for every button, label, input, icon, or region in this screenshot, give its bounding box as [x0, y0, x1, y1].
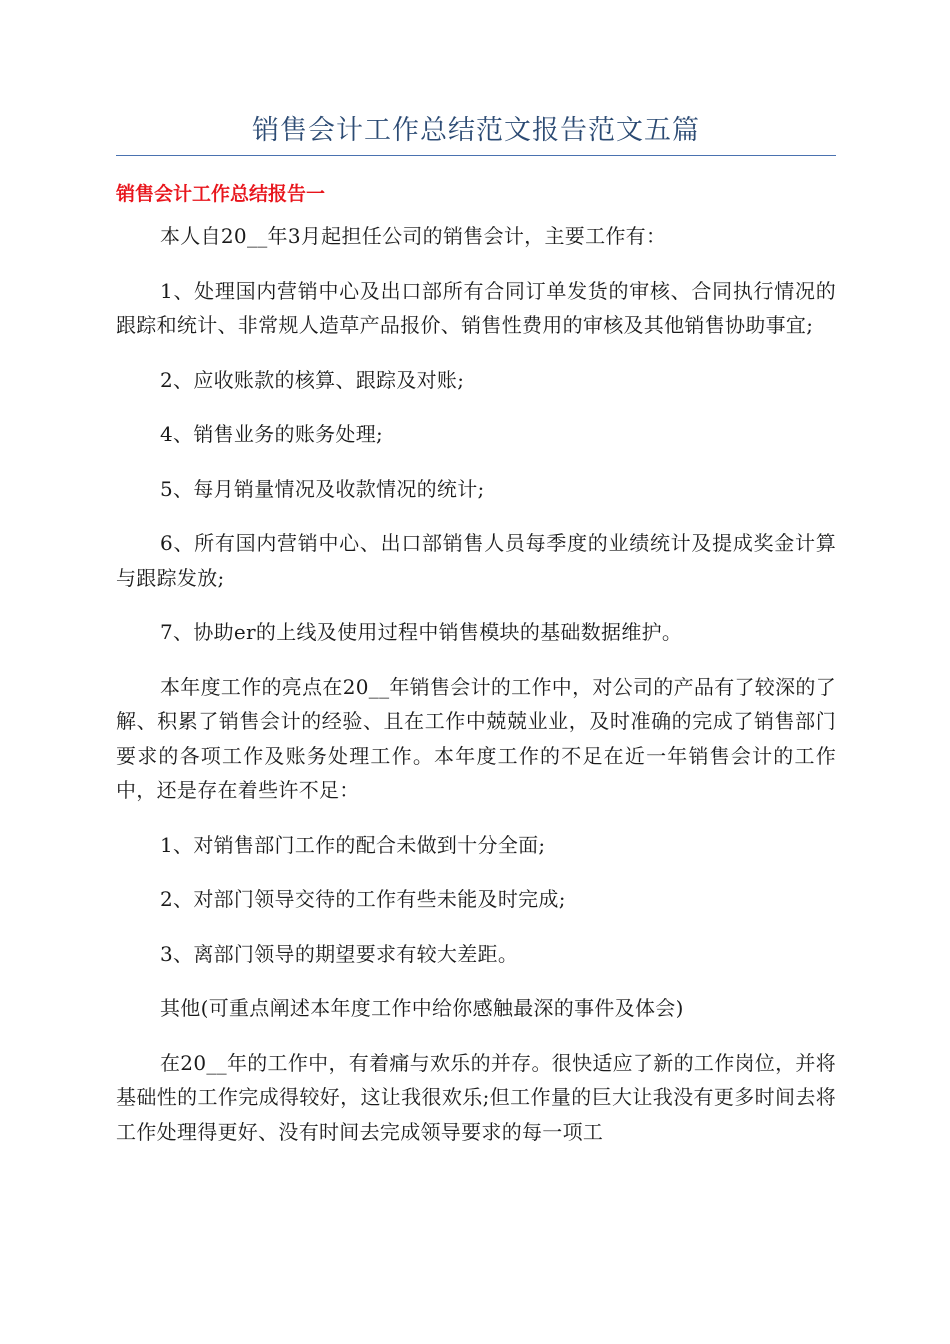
- paragraph: 7、协助er的上线及使用过程中销售模块的基础数据维护。: [160, 620, 683, 644]
- paragraph: 4、销售业务的账务处理;: [160, 422, 384, 446]
- document-page: [116, 0, 836, 1169]
- paragraph: 其他(可重点阐述本年度工作中给你感触最深的事件及体会): [160, 996, 684, 1020]
- paragraph: 本年度工作的亮点在20__年销售会计的工作中，对公司的产品有了较深的了解、积累了销售会计的经验、且在工作中兢兢业业，及时准确的完成了销售部门要求的各项工作及账务处理工作。本年度工作的不足在近一年销售会计的工作中，还是存在着些许不足：: [116, 674, 836, 802]
- paragraph: 1、处理国内营销中心及出口部所有合同订单发货的审核、合同执行情况的跟踪和统计、非常规人造草产品报价、销售性费用的审核及其他销售协助事宜;: [116, 278, 836, 337]
- paragraph: 2、对部门领导交待的工作有些未能及时完成;: [160, 887, 566, 911]
- document-body: [116, 219, 836, 1149]
- document-title: 销售会计工作总结范文报告范文五篇: [252, 115, 700, 146]
- paragraph: 6、所有国内营销中心、出口部销售人员每季度的业绩统计及提成奖金计算与跟踪发放;: [116, 531, 836, 590]
- paragraph: 3、离部门领导的期望要求有较大差距。: [160, 941, 519, 966]
- paragraph: 本人自20__年3月起担任公司的销售会计，主要工作有：: [160, 224, 667, 248]
- paragraph: 2、应收账款的核算、跟踪及对账;: [160, 367, 465, 392]
- paragraph: 5、每月销量情况及收款情况的统计;: [160, 476, 485, 501]
- title-divider: [116, 155, 836, 156]
- paragraph: 在20__年的工作中，有着痛与欢乐的并存。很快适应了新的工作岗位，并将基础性的工作完成得较好，这让我很欢乐;但工作量的巨大让我没有更多时间去将工作处理得更好、没有时间去完成领导要求的每一项工: [116, 1050, 836, 1144]
- section-heading: 销售会计工作总结报告一: [116, 183, 326, 205]
- paragraph: 1、对销售部门工作的配合未做到十分全面;: [160, 832, 546, 857]
